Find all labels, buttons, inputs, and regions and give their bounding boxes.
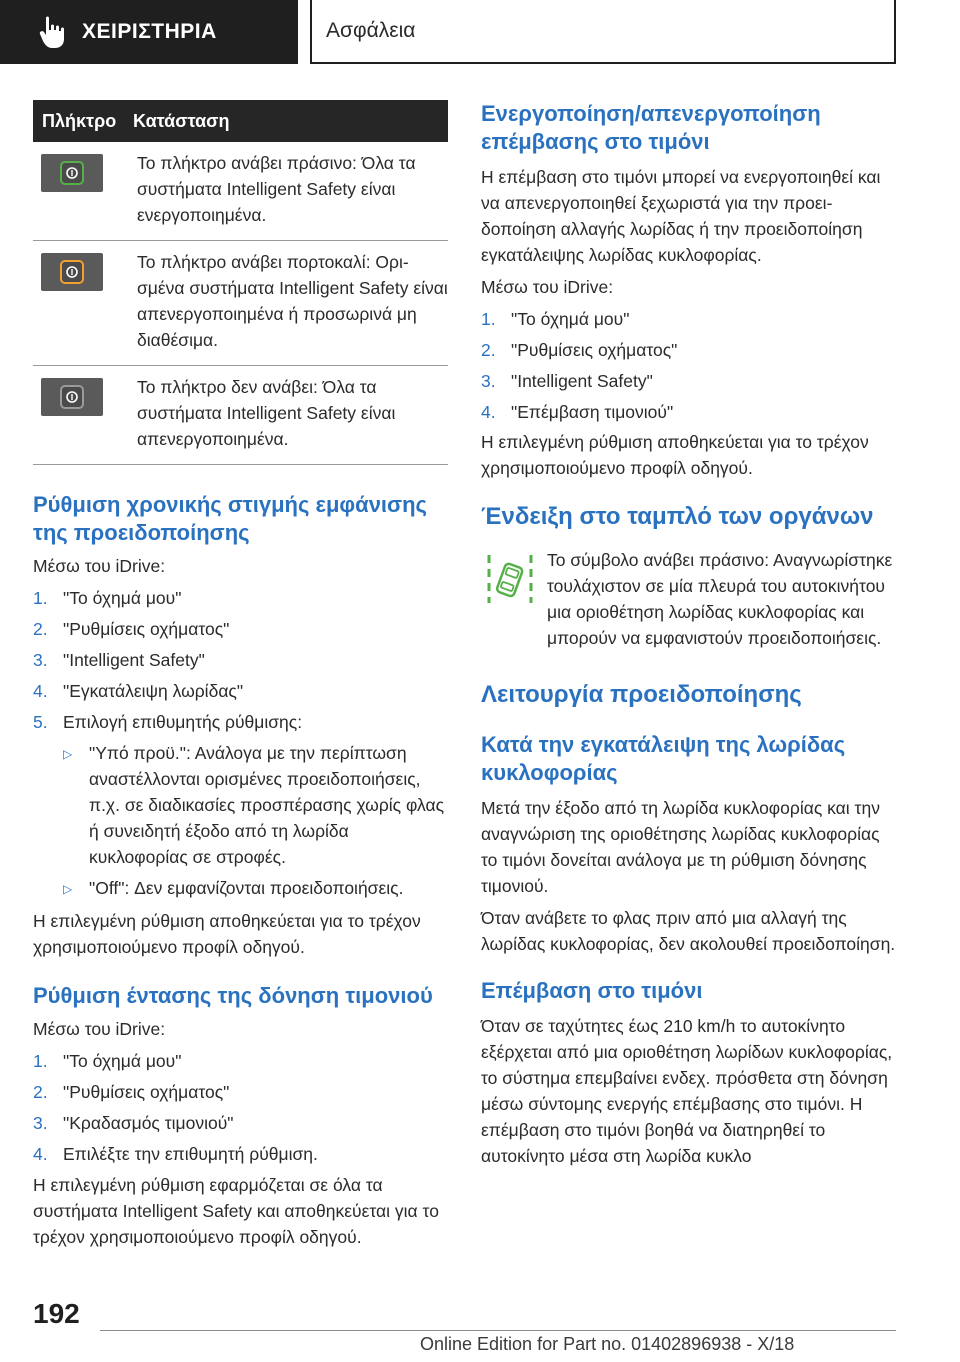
list-item: 1. "Το όχημά μου" bbox=[481, 309, 630, 329]
list-item: ▷ "Υπό προϋ.": Ανάλογα με την περίπτωση αναστέλλονται ορισμένες προειδοποιήσεις, π.χ. σε διαδικασίες προσπέρασης χωρίς φλας ή συνειδητή έξοδο από τη λωρίδα κυκλοφορίας σε στροφές. bbox=[63, 740, 448, 870]
list-item: 3. "Κραδασμός τιμονιού" bbox=[33, 1113, 234, 1133]
list-item: 4. Επιλέξτε την επιθυμητή ρύθμιση. bbox=[33, 1144, 318, 1164]
steering-heading: Ενεργοποίηση/απενεργοποίηση επέμβασης στο τιμόνι bbox=[481, 101, 821, 154]
table-cell-status: Το πλήκτρο ανάβει πράσινο: Όλα τα συστήματα Intelligent Safety είναι ενεργοποιημένα. bbox=[137, 153, 416, 225]
list-item: 3. "Intelligent Safety" bbox=[33, 650, 205, 670]
list-item: 4. "Επέμβαση τιμονιού" bbox=[481, 402, 674, 422]
list-item: 2. "Ρυθμίσεις οχήματος" bbox=[33, 1082, 230, 1102]
departure-heading: Κατά την εγκατάλειψη της λωρίδας κυκλοφορίας bbox=[481, 732, 846, 785]
cluster-text: Το σύμβολο ανάβει πράσινο: Αναγνωρίστηκε τουλάχιστον σε μία πλευρά του αυτοκινήτου μια οριοθέτηση λωρίδας κυκλοφορίας και μπορούν να εμφανιστούν προειδοποιήσεις. bbox=[547, 550, 893, 648]
departure-p2: Όταν ανάβετε το φλας πριν από μια αλλαγή της λωρίδας κυκλοφορίας, δεν ακολουθεί προειδοποίηση. bbox=[481, 908, 896, 954]
list-item: 1. "Το όχημά μου" bbox=[33, 588, 182, 608]
timing-via: Μέσω του iDrive: bbox=[33, 556, 166, 576]
section-title: Ασφάλεια bbox=[326, 19, 416, 42]
table-row bbox=[33, 366, 448, 465]
section-header bbox=[310, 0, 896, 64]
vibration-via: Μέσω του iDrive: bbox=[33, 1019, 166, 1039]
steering-intervention-heading: Επέμβαση στο τιμόνι bbox=[481, 978, 703, 1003]
timing-steps bbox=[33, 585, 448, 735]
vibration-heading: Ρύθμιση έντασης της δόνηση τιμονιού bbox=[33, 983, 433, 1008]
function-heading: Λειτουργία προειδοποίησης bbox=[481, 681, 802, 708]
list-item: ▷ "Off": Δεν εμφανίζονται προειδοποιήσεις. bbox=[63, 875, 448, 902]
timing-note: Η επιλεγμένη ρύθμιση αποθηκεύεται για το τρέχον χρησιμοποιούμενο προφίλ οδηγού. bbox=[33, 911, 421, 957]
table-header-status: Κατάσταση bbox=[133, 110, 230, 131]
manual-title: ΧΕΙΡΙΣΤΗΡΙΑ bbox=[82, 20, 217, 43]
triangle-bullet-icon: ▷ bbox=[63, 882, 73, 896]
steering-via: Μέσω του iDrive: bbox=[481, 277, 614, 297]
lane-departure-icon bbox=[481, 547, 541, 611]
table-cell-status: Το πλήκτρο ανάβει πορτοκαλί: Ορισμένα συστήματα Intelligent Safety είναι απενεργοποιημένα ή προσωρινά μη διαθέσιμα. bbox=[137, 252, 448, 350]
steering-steps bbox=[481, 306, 896, 425]
footer-edition: Online Edition for Part no. 01402896938 - X/18 bbox=[420, 1334, 795, 1354]
list-item: 2. "Ρυθμίσεις οχήματος" bbox=[33, 619, 230, 639]
vibration-steps bbox=[33, 1048, 448, 1167]
timing-heading: Ρύθμιση χρονικής στιγμής εμφάνισης της προειδοποίησης bbox=[33, 492, 427, 545]
departure-p1: Μετά την έξοδο από τη λωρίδα κυκλοφορίας και την αναγνώριση της οριοθέτησης λωρίδας κυκλοφορίας το τιμόνι δονείται ανάλογα με τη ρύθμιση δόνησης τιμονιού. bbox=[481, 798, 880, 896]
steering-intervention-p1: Όταν σε ταχύτητες έως 210 km/h το αυτοκίνητο εξέρχεται από μια οριοθέτηση λωρίδων κυκλοφορίας, το σύστημα επεμβαίνει ενδεχ. πρόσθετα στη δόνηση μέσω σύντομης ενεργής επέμβασης στο τιμόνι. Η επέμβαση στο τιμόνι βοηθά να διατηρηθεί το αυτοκίνητο μέσα στη λωρίδα κυκλο bbox=[481, 1016, 893, 1166]
cluster-paragraph bbox=[481, 547, 896, 651]
safety-button-orange-icon bbox=[41, 253, 103, 291]
table-header bbox=[33, 100, 448, 142]
safety-button-green-icon bbox=[41, 154, 103, 192]
list-item: 3. "Intelligent Safety" bbox=[481, 371, 653, 391]
page-number: 192 bbox=[33, 1298, 80, 1329]
table-row bbox=[33, 241, 448, 366]
steering-intro: Η επέμβαση στο τιμόνι μπορεί να ενεργοποιηθεί και να απενεργοποιηθεί ξεχωριστά για την προειδοποίηση αλλαγής λωρίδας ή την προειδοποίηση εγκατάλειψης λωρίδας κυκλοφορίας. bbox=[481, 167, 881, 265]
table-cell-status: Το πλήκτρο δεν ανάβει: Όλα τα συστήματα Intelligent Safety είναι απενεργοποιημένα. bbox=[137, 377, 396, 449]
steering-note: Η επιλεγμένη ρύθμιση αποθηκεύεται για το τρέχον χρησιμοποιούμενο προφίλ οδηγού. bbox=[481, 432, 869, 478]
cluster-heading: Ένδειξη στο ταμπλό των οργάνων bbox=[481, 503, 874, 530]
button-status-table bbox=[33, 100, 448, 465]
right-column bbox=[481, 100, 896, 1169]
left-column bbox=[33, 100, 448, 1250]
table-header-button: Πλήκτρο bbox=[42, 110, 117, 131]
safety-button-off-icon bbox=[41, 378, 103, 416]
footer-divider bbox=[100, 1330, 896, 1331]
list-item: 4. "Εγκατάλειψη λωρίδας" bbox=[33, 681, 244, 701]
pointing-hand-icon bbox=[34, 12, 74, 52]
list-item: 2. "Ρυθμίσεις οχήματος" bbox=[481, 340, 678, 360]
triangle-bullet-icon: ▷ bbox=[63, 747, 73, 761]
list-item: 1. "Το όχημά μου" bbox=[33, 1051, 182, 1071]
vibration-note: Η επιλεγμένη ρύθμιση εφαρμόζεται σε όλα τα συστήματα Intelligent Safety και αποθηκεύεται για το τρέχον χρησιμοποιούμενο προφίλ οδηγού. bbox=[33, 1175, 439, 1247]
manual-header-tab bbox=[0, 0, 298, 64]
timing-options bbox=[63, 740, 448, 902]
table-row bbox=[33, 142, 448, 241]
list-item: 5. Επιλογή επιθυμητής ρύθμισης: bbox=[33, 712, 303, 732]
